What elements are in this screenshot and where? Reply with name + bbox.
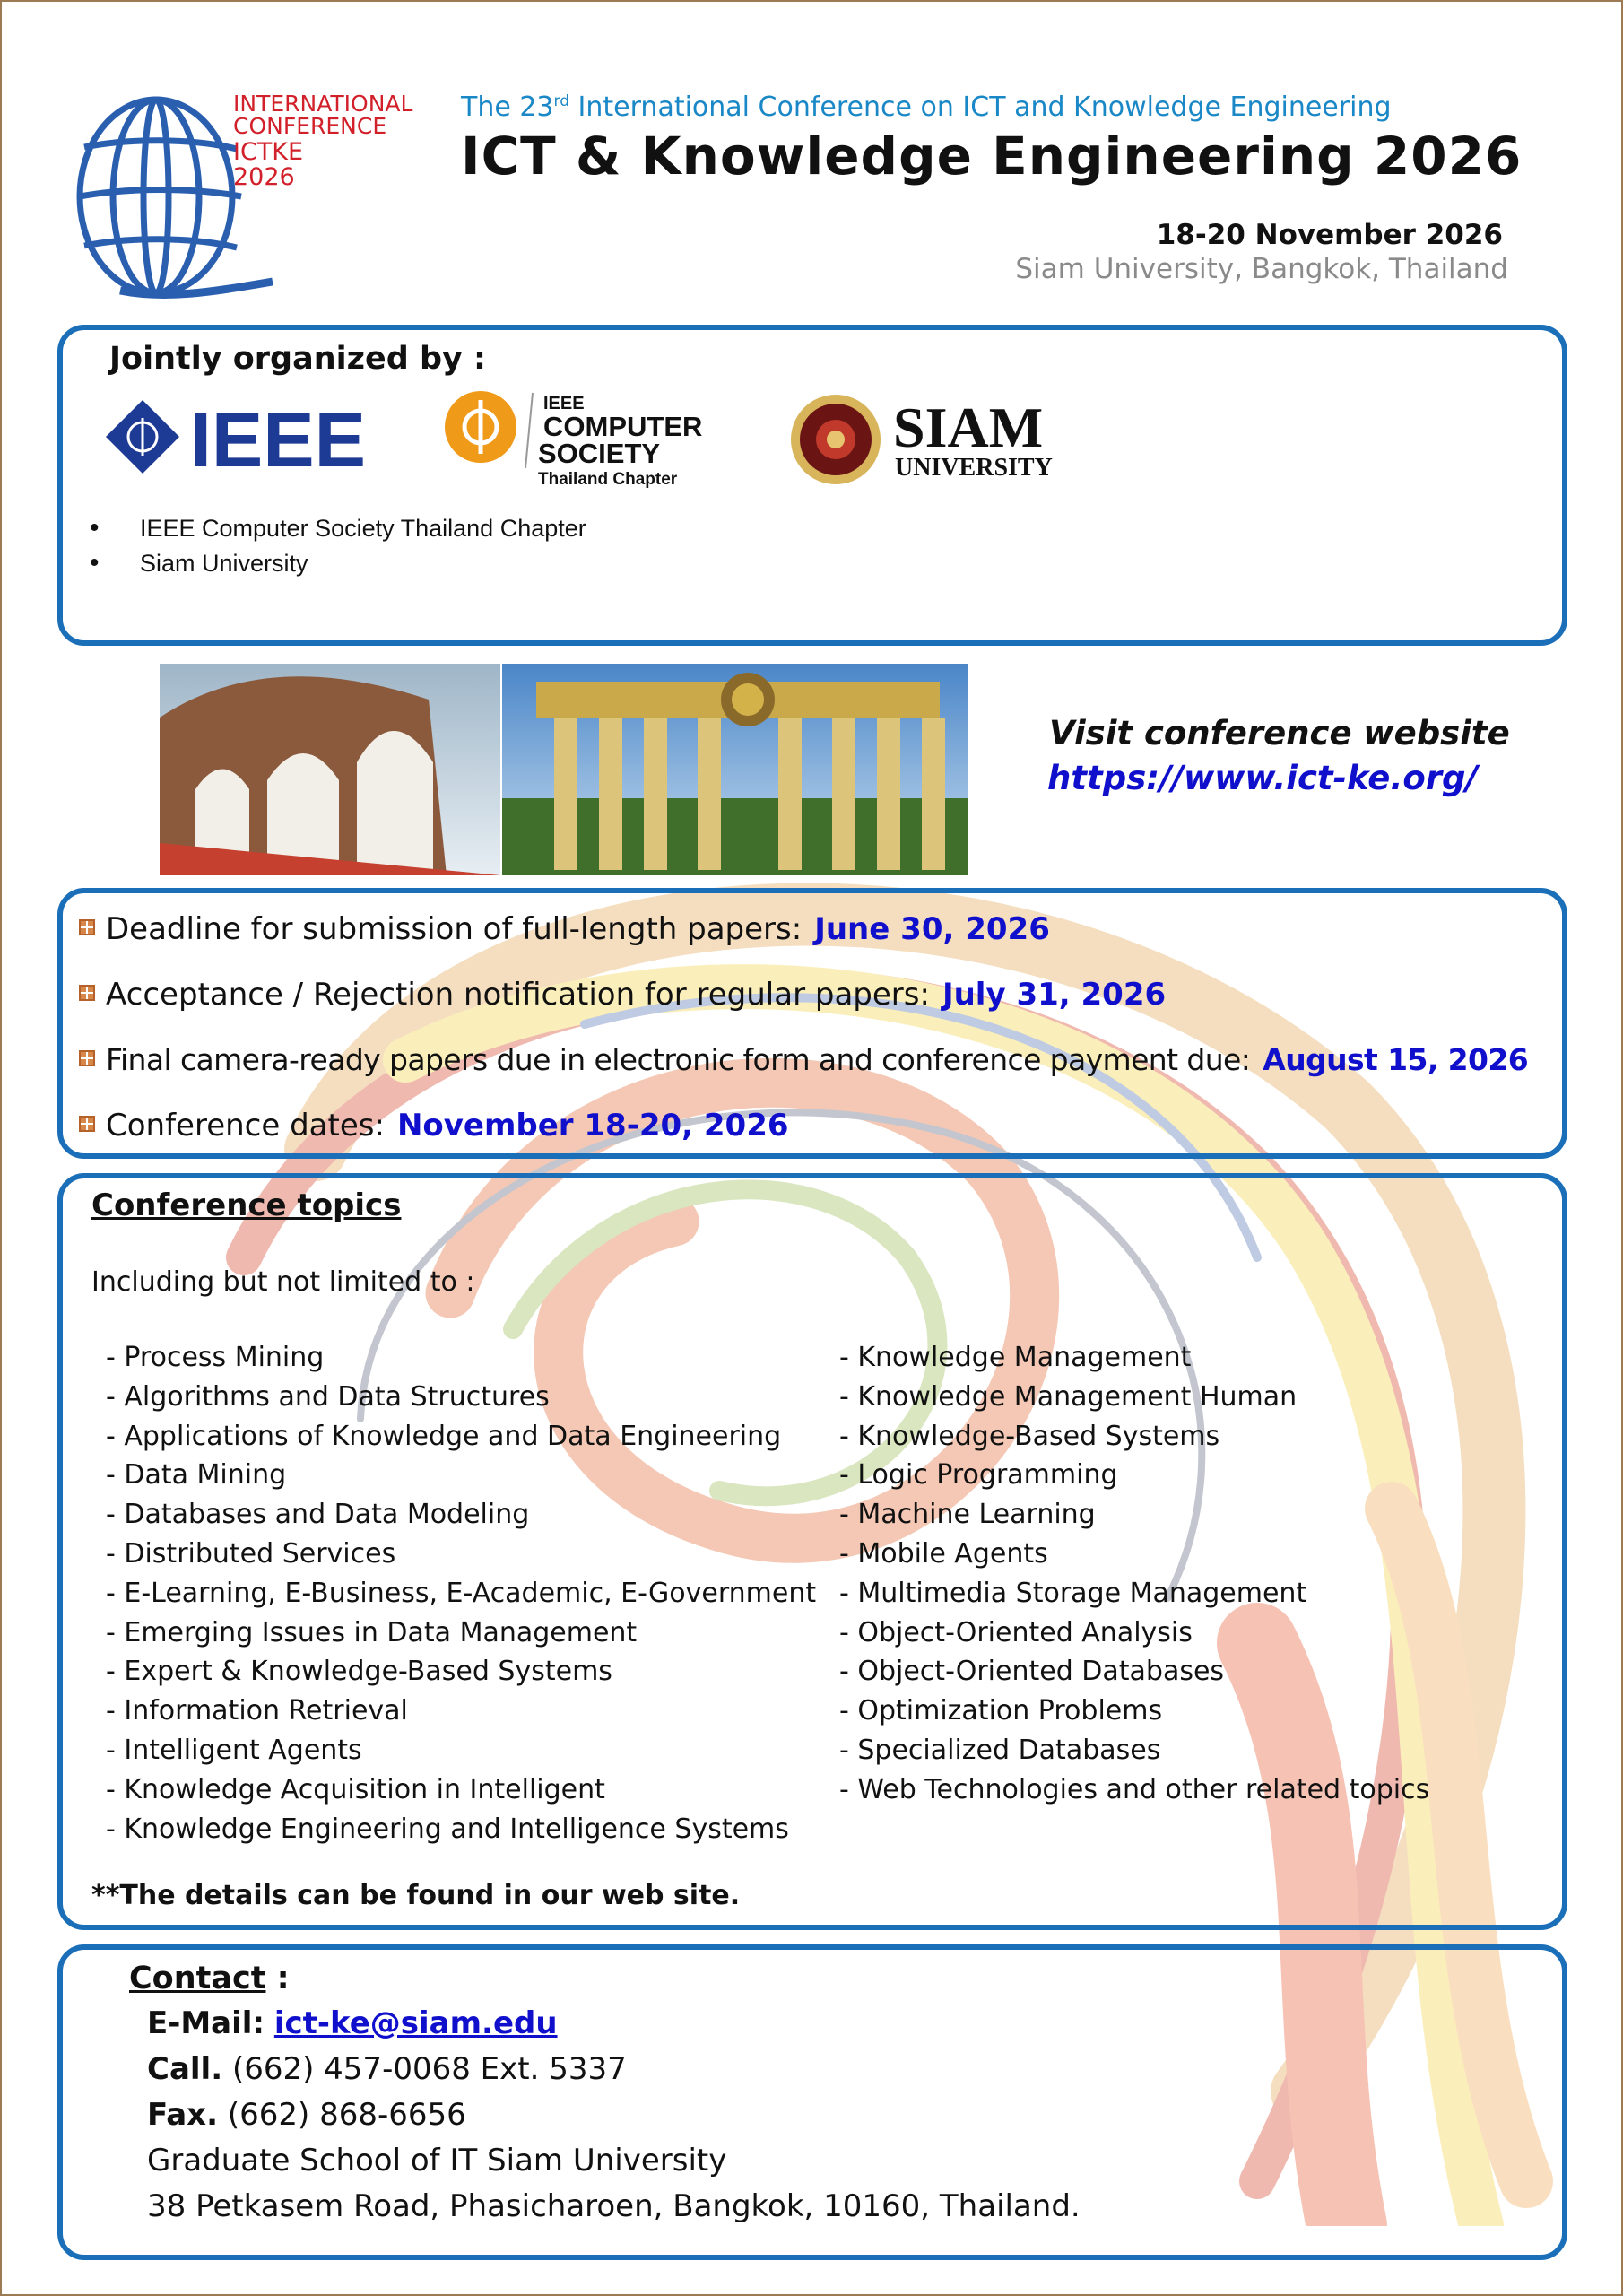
date-value: June 30, 2026	[814, 911, 1050, 947]
topic-item: - Mobile Agents	[839, 1537, 1048, 1570]
topic-item: - Information Retrieval	[106, 1695, 408, 1727]
contact-heading	[129, 1961, 290, 1996]
square-bullet-icon	[79, 1050, 95, 1066]
fax-number: (662) 868-6656	[227, 2097, 466, 2133]
website-link[interactable]: https://www.ict-ke.org/	[1047, 759, 1479, 797]
cs-logo-line-4: Thailand Chapter	[538, 470, 678, 489]
date-value: November 18-20, 2026	[396, 1108, 789, 1144]
organizer-item: • IEEE Computer Society Thailand Chapter	[140, 515, 586, 543]
conference-subtitle	[461, 91, 1392, 123]
ieee-logo	[102, 396, 380, 477]
topic-item: - Emerging Issues in Data Management	[106, 1616, 638, 1648]
topic-item: - Knowledge Engineering and Intelligence Systems	[106, 1813, 789, 1845]
square-bullet-icon	[79, 1116, 95, 1132]
date-label: Conference dates:	[106, 1108, 385, 1144]
contact-address-line-2: 38 Petkasem Road, Phasicharoen, Bangkok, 10160, Thailand.	[147, 2188, 1081, 2224]
topic-item: - Machine Learning	[839, 1499, 1096, 1531]
topic-item: - Expert & Knowledge-Based Systems	[106, 1656, 612, 1688]
topic-item: - Process Mining	[106, 1342, 325, 1373]
topic-item: - Databases and Data Modeling	[106, 1499, 530, 1531]
topic-item: - Knowledge Management Human	[839, 1380, 1298, 1413]
contact-address-line-1: Graduate School of IT Siam University	[147, 2143, 727, 2179]
logo-line-1: INTERNATIONAL	[233, 91, 413, 117]
date-value: July 31, 2026	[942, 977, 1167, 1013]
topics-note: **The details can be found in our web site.	[91, 1880, 741, 1911]
topic-item: - Specialized Databases	[839, 1734, 1161, 1766]
topic-item: - Web Technologies and other related topics	[839, 1773, 1430, 1805]
siam-logo-line-2: UNIVERSITY	[895, 454, 1053, 482]
date-row	[79, 1108, 789, 1144]
cs-logo-line-3: SOCIETY	[538, 438, 661, 469]
topic-item: - E-Learning, E-Business, E-Academic, E-Government	[106, 1577, 817, 1609]
topic-item: - Logic Programming	[839, 1459, 1118, 1492]
topic-item: - Knowledge Acquisition in Intelligent	[106, 1773, 605, 1805]
contact-heading-suffix: :	[265, 1961, 290, 1996]
website-label: Visit conference website	[1049, 714, 1510, 752]
date-label: Deadline for submission of full-length papers:	[106, 911, 803, 947]
topic-item: - Applications of Knowledge and Data Engineering	[106, 1420, 782, 1452]
date-label: Acceptance / Rejection notification for regular papers:	[106, 977, 930, 1013]
topic-item: - Knowledge Management	[839, 1342, 1192, 1373]
ieee-logo-text: IEEE	[190, 397, 366, 477]
topic-item: - Multimedia Storage Management	[839, 1577, 1307, 1609]
call-label: Call.	[147, 2051, 223, 2087]
contact-fax-row	[147, 2097, 466, 2133]
topic-item: - Object-Oriented Analysis	[839, 1616, 1193, 1648]
conference-date: 18-20 November 2026	[1156, 219, 1503, 251]
cs-logo-line-2: COMPUTER	[543, 411, 703, 442]
organizers-heading: Jointly organized by :	[109, 341, 486, 377]
computer-society-logo	[441, 387, 710, 491]
siam-logo-line-1: SIAM	[893, 396, 1044, 459]
date-value: August 15, 2026	[1263, 1042, 1529, 1077]
topic-item: - Optimization Problems	[839, 1695, 1163, 1727]
date-row	[79, 1042, 1528, 1077]
email-link[interactable]: ict-ke@siam.edu	[273, 2005, 558, 2041]
logo-line-4: 2026	[233, 163, 295, 191]
subtitle-prefix: The 23	[461, 91, 554, 123]
subtitle-rest: International Conference on ICT and Knowledge Engineering	[569, 91, 1392, 123]
contact-email-row	[147, 2005, 558, 2041]
cs-logo-line-1: IEEE	[543, 394, 585, 413]
topic-item: - Knowledge-Based Systems	[839, 1420, 1220, 1452]
subtitle-ordinal: rd	[553, 92, 569, 110]
topics-heading: Conference topics	[91, 1187, 402, 1223]
logo-line-2: CONFERENCE	[233, 113, 387, 139]
conference-venue: Siam University, Bangkok, Thailand	[1015, 253, 1508, 285]
campus-photo	[160, 664, 968, 875]
page-title: ICT & Knowledge Engineering 2026	[461, 126, 1523, 187]
email-label: E-Mail:	[147, 2005, 265, 2041]
contact-call-row	[147, 2051, 627, 2087]
siam-university-logo	[789, 389, 1085, 492]
conference-globe-logo	[57, 84, 416, 304]
square-bullet-icon	[79, 919, 95, 935]
organizer-item: • Siam University	[140, 550, 308, 578]
logo-line-3: ICTKE	[233, 138, 304, 166]
contact-heading-label: Contact	[129, 1961, 266, 1996]
date-row	[79, 911, 1050, 947]
topics-list-left	[106, 1338, 816, 1848]
square-bullet-icon	[79, 985, 95, 1001]
topics-intro: Including but not limited to :	[91, 1266, 475, 1298]
topics-list-right	[839, 1338, 1429, 1810]
date-label: Final camera-ready papers due in electronic form and conference payment due:	[106, 1042, 1251, 1077]
call-number: (662) 457-0068 Ext. 5337	[231, 2051, 627, 2087]
topic-item: - Data Mining	[106, 1459, 287, 1492]
topic-item: - Object-Oriented Databases	[839, 1656, 1225, 1688]
date-row	[79, 977, 1166, 1013]
topic-item: - Distributed Services	[106, 1537, 396, 1570]
fax-label: Fax.	[147, 2097, 219, 2133]
topic-item: - Intelligent Agents	[106, 1734, 362, 1766]
topic-item: - Algorithms and Data Structures	[106, 1380, 550, 1413]
